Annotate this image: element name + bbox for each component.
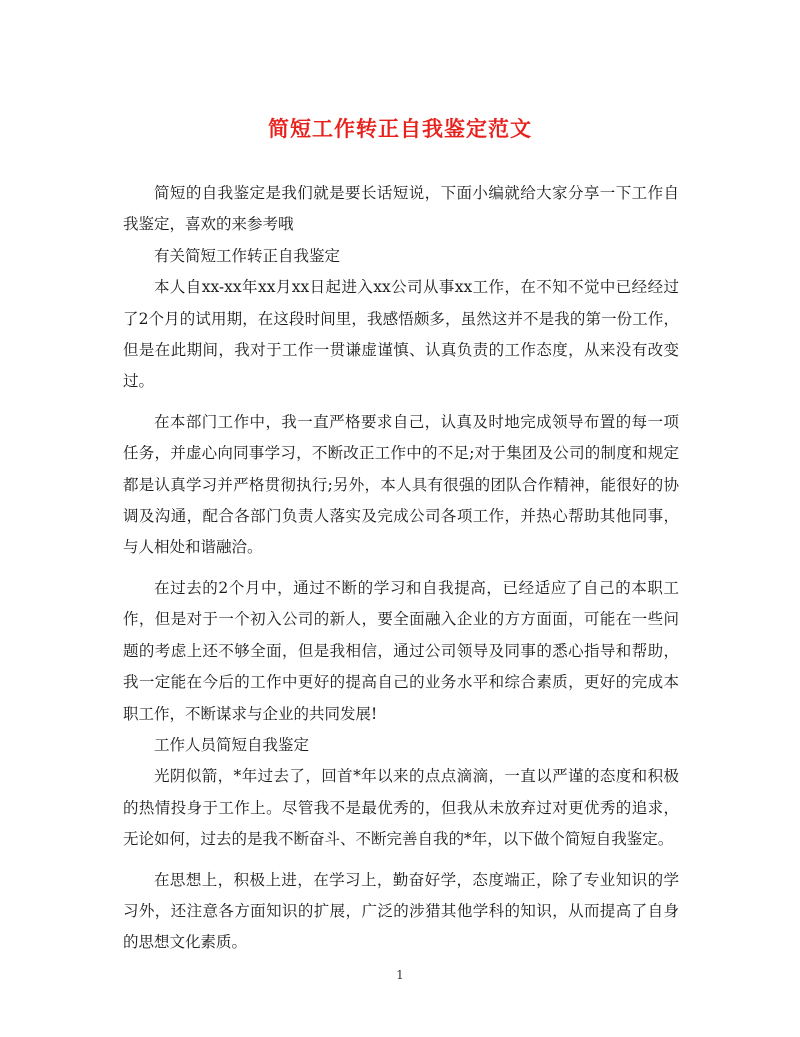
paragraph: 在过去的2个月中，通过不断的学习和自我提高，已经适应了自己的本职工作，但是对于一个初入公司的新人，要全面融入企业的方方面面，可能在一些问题的考虑上还不够全面，但是我相信，通过公司领导及同事的悉心指导和帮助，我一定能在今后的工作中更好的提高自己的业务水平和综合素质，更好的完成本职工作，不断谋求与企业的共同发展!	[123, 578, 679, 723]
paragraph: 在思想上，积极上进，在学习上，勤奋好学，态度端正，除了专业知识的学习外，还注意各方面知识的扩展，广泛的涉猎其他学科的知识，从而提高了自身的思想文化素质。	[123, 870, 679, 952]
paragraph: 光阴似箭，*年过去了，回首*年以来的点点滴滴，一直以严谨的态度和积极的热情投身于工作上。尽管我不是最优秀的，但我从未放弃过对更优秀的追求，无论如何，过去的是我不断奋斗、不断完善自我的*年，以下做个简短自我鉴定。	[123, 767, 679, 849]
page-number: 1	[396, 968, 404, 982]
paragraph: 本人自xx-xx年xx月xx日起进入xx公司从事xx工作，在不知不觉中已经经过了2个月的试用期，在这段时间里，我感悟颇多，虽然这并不是我的第一份工作，但是在此期间，我对于工作一贯谦虚谨慎、认真负责的工作态度，从来没有改变过。	[123, 278, 679, 391]
document-body	[123, 178, 679, 959]
paragraph-intro: 简短的自我鉴定是我们就是要长话短说，下面小编就给大家分享一下工作自我鉴定，喜欢的来参考哦	[123, 184, 679, 234]
document-title: 简短工作转正自我鉴定范文	[268, 117, 532, 141]
section-heading: 工作人员简短自我鉴定	[154, 735, 310, 754]
paragraph: 在本部门工作中，我一直严格要求自己，认真及时地完成领导布置的每一项任务，并虚心向同事学习，不断改正工作中的不足;对于集团及公司的制度和规定都是认真学习并严格贯彻执行;另外，本人具有很强的团队合作精神，能很好的协调及沟通，配合各部门负责人落实及完成公司各项工作，并热心帮助其他同事，与人相处和谐融洽。	[123, 412, 679, 557]
section-heading: 有关简短工作转正自我鉴定	[154, 246, 341, 265]
